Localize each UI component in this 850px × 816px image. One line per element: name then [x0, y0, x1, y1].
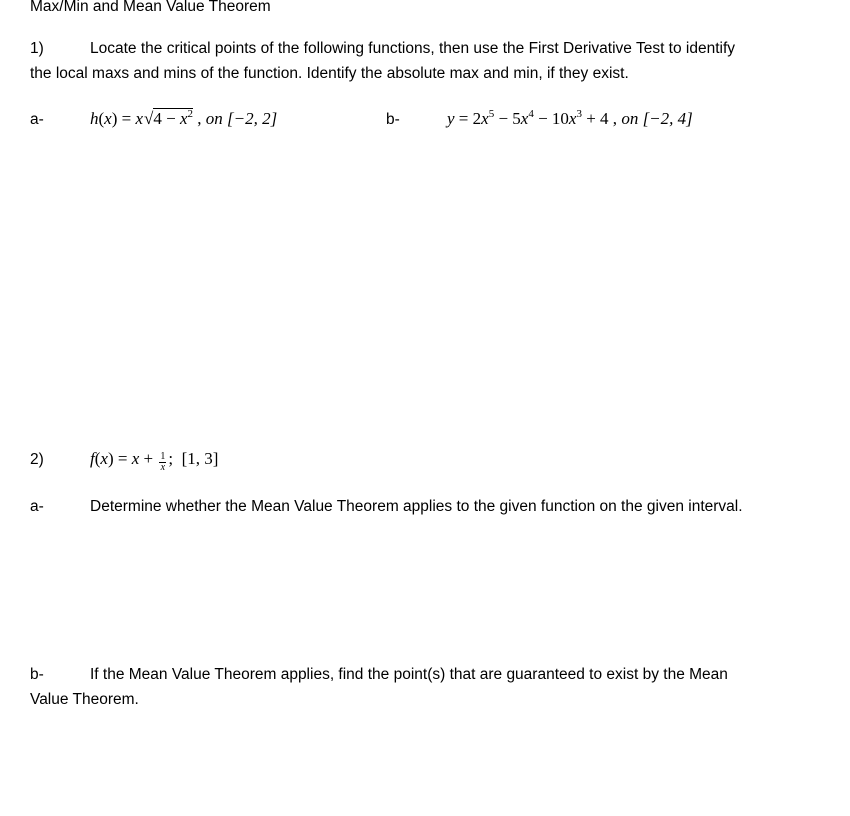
- part-2b-text-line2: Value Theorem.: [30, 691, 139, 708]
- function-f-equation: f(x) = x + $\frac{1}{x}$ ; [1, 3]: [90, 449, 219, 473]
- part-1a-label: a-: [30, 111, 44, 128]
- page-title: Max/Min and Mean Value Theorem: [30, 0, 271, 15]
- question-1-text-line1: Locate the critical points of the following functions, then use the First Derivative Test to identify: [90, 40, 736, 57]
- interval-1a: on [−2, 2]: [205, 109, 278, 128]
- function-y-equation: $y = 2x^5 - 5x^4 - 10x^3 + 4$ , on [−2, 4]: [447, 108, 693, 128]
- interval-1b: on [−2, 4]: [621, 109, 693, 128]
- question-1-text-line2: the local maxs and mins of the function. Identify the absolute max and min, if they exist.: [30, 65, 629, 82]
- interval-2: [1, 3]: [181, 449, 219, 468]
- question-2-number: 2): [30, 451, 44, 468]
- function-h-equation: $h(x) = x√4 - x^2$ , on [−2, 2]: [90, 108, 278, 128]
- part-2b-text-line1: If the Mean Value Theorem applies, find the point(s) that are guaranteed to exist by the Mean: [90, 666, 728, 683]
- part-2a-text: Determine whether the Mean Value Theorem applies to the given function on the given interval.: [90, 498, 743, 515]
- part-1b-label: b-: [386, 111, 400, 128]
- part-2a-label: a-: [30, 498, 44, 515]
- part-2b-label: b-: [30, 666, 44, 683]
- question-1-number: 1): [30, 40, 44, 57]
